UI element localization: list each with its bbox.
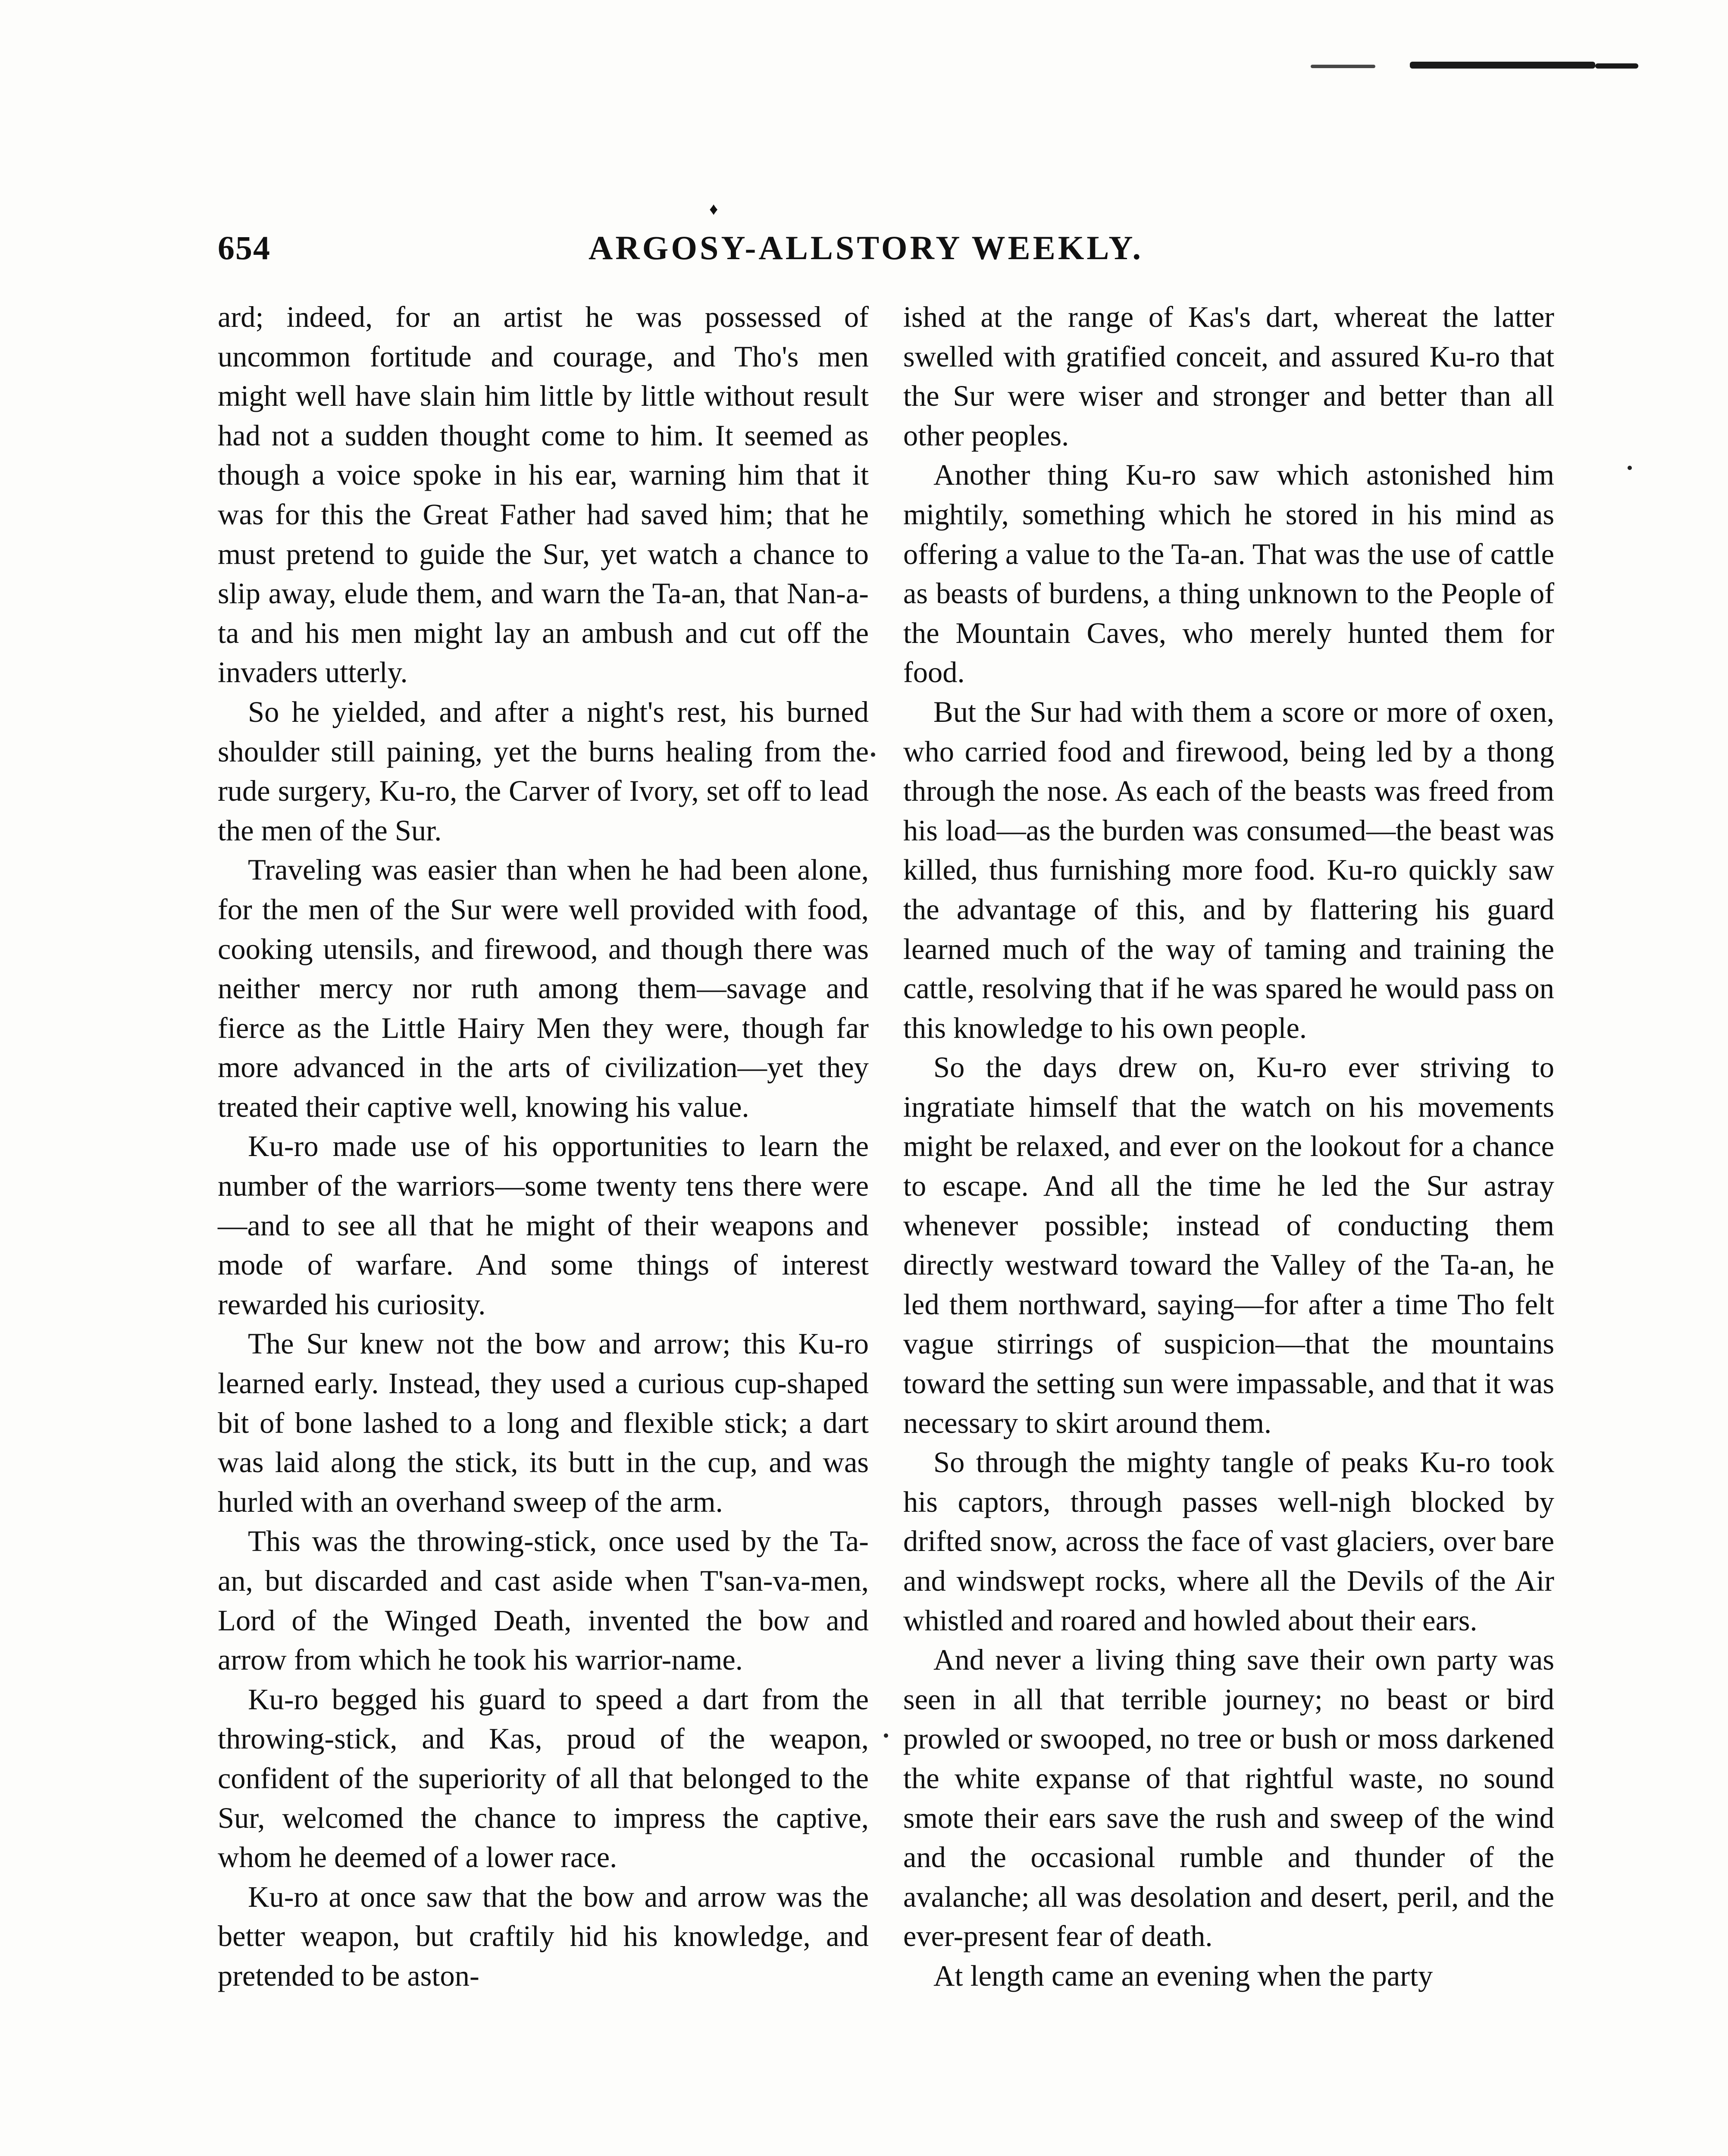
paragraph: So the days drew on, Ku-ro ever striving to ingratiate himself that the watch on his movements might be relaxed, and ever on the lookout for a chance to escape. And all the time he led the Sur astray whenever possible; instead of conducting them directly westward toward the Valley of the Ta-an, he led them northward, saying—for after a time Tho felt vague stirrings of suspicion—that the mountains toward the setting sun were impassable, and that it was necessary to skirt around them. <box>903 1051 1554 1439</box>
ornament-icon: ♦ <box>709 199 718 219</box>
right-column <box>903 298 1554 1996</box>
paragraph: ard; indeed, for an artist he was possessed of uncommon fortitude and courage, and Tho's men might well have slain him little by little without result had not a sudden thought come to him. It seemed as though a voice spoke in his ear, warning him that it was for this the Great Father had saved him; that he must pretend to guide the Sur, yet watch a chance to slip away, elude them, and warn the Ta-an, that Nan-a-ta and his men might lay an ambush and cut off the invaders utterly. <box>218 301 869 689</box>
paragraph: Ku-ro made use of his opportunities to learn the number of the warriors—some twenty tens there were—and to see all that he might of their weapons and mode of warfare. And some things of interest rewarded his curiosity. <box>218 1130 869 1321</box>
paragraph: And never a living thing save their own party was seen in all that terrible journey; no beast or bird prowled or swooped, no tree or bush or moss darkened the white expanse of that rightful waste, no sound smote their ears save the rush and sweep of the wind and the occasional rumble and thunder of the avalanche; all was desolation and desert, peril, and the ever-present fear of death. <box>903 1643 1554 1953</box>
paragraph: The Sur knew not the bow and arrow; this Ku-ro learned early. Instead, they used a curious cup-shaped bit of bone lashed to a long and flexible stick; a dart was laid along the stick, its butt in the cup, and was hurled with an overhand sweep of the arm. <box>218 1327 869 1518</box>
scan-artifact-mark <box>1311 65 1375 68</box>
paragraph: ished at the range of Kas's dart, whereat the latter swelled with gratified conceit, and assured Ku-ro that the Sur were wiser and stronger and better than all other peoples. <box>903 301 1554 452</box>
page-header <box>218 199 1571 272</box>
paragraph: Ku-ro at once saw that the bow and arrow was the better weapon, but craftily hid his knowledge, and pretended to be aston- <box>218 1880 869 1992</box>
paragraph: So through the mighty tangle of peaks Ku-ro took his captors, through passes well-nigh blocked by drifted snow, across the face of vast glaciers, over bare and windswept rocks, where all the Devils of the Air whistled and roared and howled about their ears. <box>903 1446 1554 1637</box>
paragraph: This was the throwing-stick, once used by the Ta-an, but discarded and cast aside when T'san-va-men, Lord of the Winged Death, invented the bow and arrow from which he took his warrior-name. <box>218 1525 869 1677</box>
paragraph: So he yielded, and after a night's rest, his burned shoulder still paining, yet the burns healing from the rude surgery, Ku-ro, the Carver of Ivory, set off to lead the men of the Sur. <box>218 695 869 847</box>
scan-artifact-mark <box>1410 62 1595 69</box>
paragraph: Another thing Ku-ro saw which astonished him mightily, something which he stored in his mind as offering a value to the Ta-an. That was the use of cattle as beasts of burdens, a thing unknown to the People of the Mountain Caves, who merely hunted them for food. <box>903 458 1554 689</box>
paragraph: Ku-ro begged his guard to speed a dart from the throwing-stick, and Kas, proud of the weapon, confident of the superiority of all that belonged to the Sur, welcomed the chance to impress the captive, whom he deemed of a lower race. <box>218 1683 869 1874</box>
paragraph: But the Sur had with them a score or more of oxen, who carried food and firewood, being led by a thong through the nose. As each of the beasts was freed from his load—as the burden was consumed—the beast was killed, thus furnishing more food. Ku-ro quickly saw the advantage of this, and by flattering his guard learned much of the way of taming and training the cattle, resolving that if he was spared he would pass on this knowledge to his own people. <box>903 695 1554 1044</box>
left-column <box>218 298 869 1996</box>
page-number: 654 <box>218 229 271 266</box>
scan-artifact-mark <box>1595 63 1638 69</box>
paragraph: Traveling was easier than when he had been alone, for the men of the Sur were well provided with food, cooking utensils, and firewood, and though there was neither mercy nor ruth among them—savage and fierce as the Little Hairy Men they were, though far more advanced in the arts of civilization—yet they treated their captive well, knowing his value. <box>218 853 869 1123</box>
scan-speck <box>1628 466 1632 470</box>
paragraph: At length came an evening when the party <box>933 1959 1433 1992</box>
scan-speck <box>871 752 875 757</box>
scan-speck <box>884 1733 888 1738</box>
running-title: ARGOSY-ALLSTORY WEEKLY. <box>589 229 1143 266</box>
